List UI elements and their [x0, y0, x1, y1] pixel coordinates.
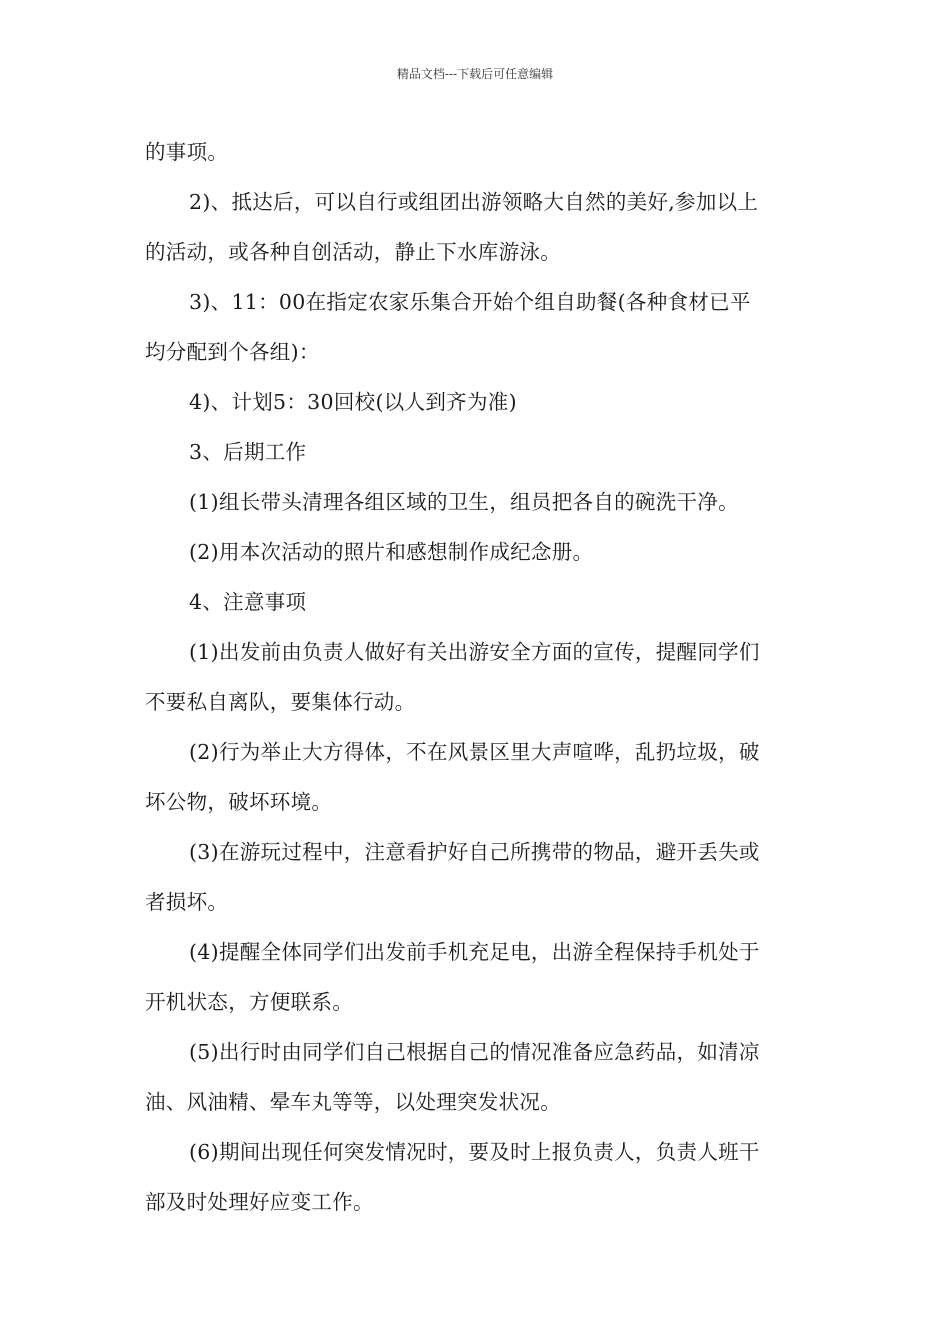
text-line: 坏公物，破坏环境。 — [145, 790, 333, 814]
text-line: (5)出行时由同学们自己根据自己的情况准备应急药品，如清凉 — [189, 1040, 760, 1064]
text-line: 油、风油精、晕车丸等等，以处理突发状况。 — [145, 1090, 561, 1114]
text-line: (1)组长带头清理各组区域的卫生，组员把各自的碗洗干净。 — [189, 490, 739, 514]
document-body — [145, 127, 810, 1227]
section-heading: 3、后期工作 — [189, 440, 307, 464]
text-line: (2)行为举止大方得体，不在风景区里大声喧哗，乱扔垃圾，破 — [189, 740, 760, 764]
text-line: (2)用本次活动的照片和感想制作成纪念册。 — [189, 540, 594, 564]
text-line: (4)提醒全体同学们出发前手机充足电，出游全程保持手机处于 — [189, 940, 760, 964]
text-line: 2)、抵达后，可以自行或组团出游领略大自然的美好,参加以上 — [189, 190, 759, 214]
text-line: (6)期间出现任何突发情况时，要及时上报负责人，负责人班干 — [189, 1140, 760, 1164]
text-line: 者损坏。 — [145, 890, 229, 914]
text-line: (3)在游玩过程中，注意看护好自己所携带的物品，避开丢失或 — [189, 840, 760, 864]
text-line: (1)出发前由负责人做好有关出游安全方面的宣传，提醒同学们 — [189, 640, 760, 664]
text-line: 的事项。 — [145, 140, 229, 164]
section-heading: 4、注意事项 — [189, 590, 307, 614]
text-line: 均分配到个各组)： — [145, 340, 320, 364]
text-line: 3)、11：00在指定农家乐集合开始个组自助餐(各种食材已平 — [189, 290, 751, 314]
text-line: 部及时处理好应变工作。 — [145, 1190, 374, 1214]
text-line: 的活动，或各种自创活动，静止下水库游泳。 — [145, 240, 561, 264]
text-line: 4)、计划5：30回校(以人到齐为准) — [189, 390, 517, 414]
page-header: 精品文档---下载后可任意编辑 — [396, 67, 554, 81]
text-line: 不要私自离队，要集体行动。 — [145, 690, 416, 714]
text-line: 开机状态，方便联系。 — [145, 990, 353, 1014]
